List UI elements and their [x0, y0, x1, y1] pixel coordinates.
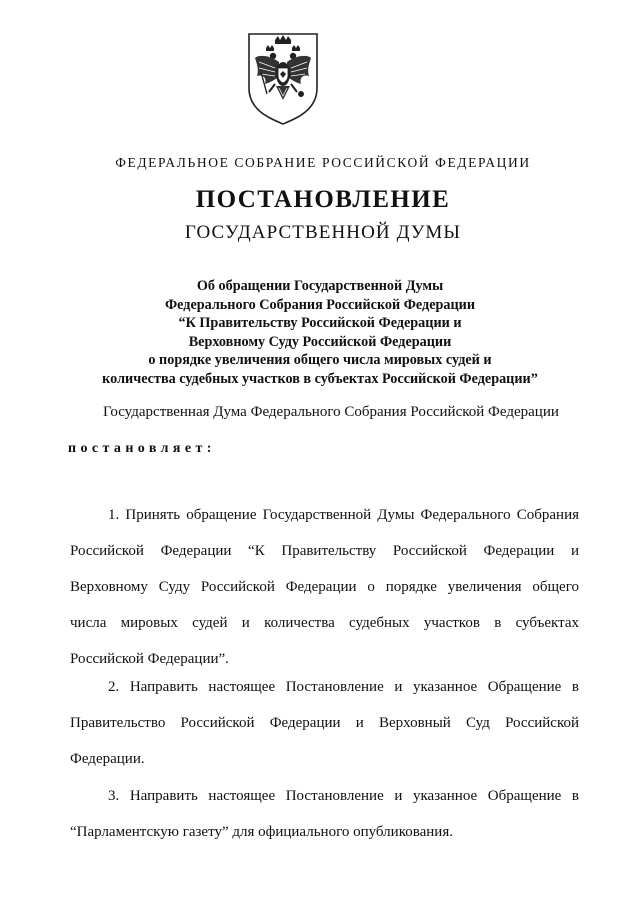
subject-line: количества судебных участков в субъектах Российской Федерации” — [102, 370, 538, 387]
document-type-title: ПОСТАНОВЛЕНИЕ — [195, 186, 451, 213]
resolution-paragraph-3 — [70, 778, 579, 850]
paragraph-line: 2. Направить настоящее Постановление и указанное Обращение в — [108, 679, 579, 695]
resolution-paragraph-2 — [70, 669, 579, 777]
subject-line: Верховному Суду Российской Федерации — [188, 333, 452, 350]
paragraph-line: 3. Направить настоящее Постановление и указанное Обращение в — [108, 788, 579, 804]
document-subject — [60, 277, 580, 389]
subject-line: “К Правительству Российской Федерации и — [178, 315, 462, 332]
paragraph-line: “Парламентскую газету” для официального опубликования. — [70, 824, 453, 840]
paragraph-line: Федерации. — [70, 751, 145, 767]
subject-line: о порядке увеличения общего числа мировых судей и — [148, 352, 492, 369]
document-issuer-subtitle: ГОСУДАРСТВЕННОЙ ДУМЫ — [184, 222, 462, 243]
subject-line: Об обращении Государственной Думы — [196, 278, 444, 294]
resolves-keyword: постановляет: — [68, 441, 216, 456]
paragraph-line: Российской Федерации”. — [70, 651, 229, 667]
paragraph-line: Верховному Суду Российской Федерации о порядке увеличения общего — [70, 579, 579, 595]
paragraph-line: 1. Принять обращение Государственной Думы Федерального Собрания — [108, 507, 579, 523]
resolution-paragraph-1 — [70, 497, 579, 677]
preamble-text: Государственная Дума Федерального Собрания Российской Федерации — [103, 404, 559, 420]
russian-coat-of-arms-icon — [245, 30, 321, 126]
paragraph-line: числа мировых судей и количества судебных участков в субъектах — [70, 615, 579, 631]
subject-line: Федерального Собрания Российской Федерации — [164, 296, 476, 313]
parliament-heading: ФЕДЕРАЛЬНОЕ СОБРАНИЕ РОССИЙСКОЙ ФЕДЕРАЦИИ — [115, 155, 531, 170]
paragraph-line: Правительство Российской Федерации и Верховный Суд Российской — [70, 715, 579, 731]
paragraph-line: Российской Федерации “К Правительству Российской Федерации и — [70, 543, 579, 559]
